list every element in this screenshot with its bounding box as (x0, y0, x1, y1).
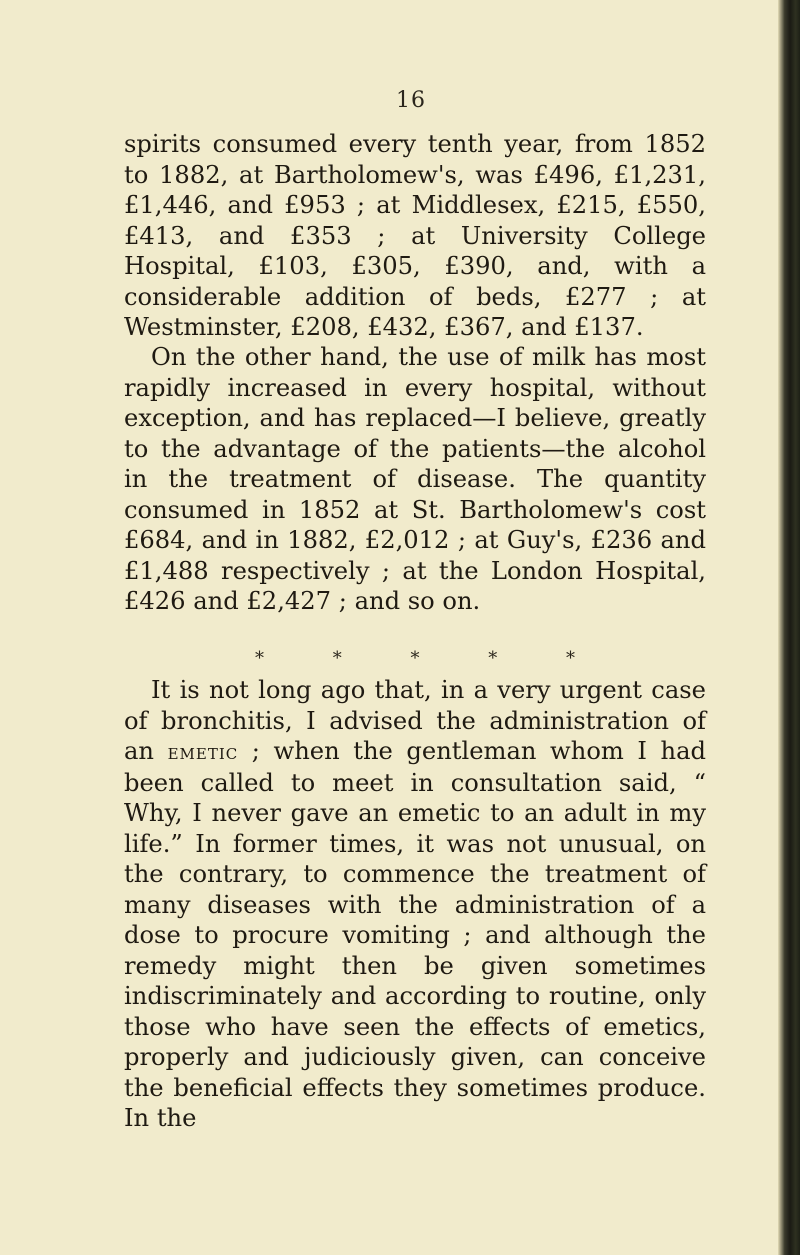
separator-star: * (488, 648, 498, 669)
separator-star: * (410, 648, 420, 669)
separator-star: * (566, 648, 575, 669)
paragraph-emetic-rest: ; when the gentleman whom I had been called to meet in consultation said, “ Why, I never gave an emetic to an adult in my life.” In former times, it was not unusual, on the contrary, to commence the treatment of many diseases with the administration of a dose to procure vomiting ; and although the remedy might then be given sometimes indiscriminately and according to routine, only those who have seen the effects of emetics, properly and judiciously given, can conceive the beneficial effects they sometimes produce. In the (124, 737, 706, 1132)
section-separator (255, 648, 575, 669)
paragraph-emetic (124, 675, 706, 1134)
paragraph-spirits-costs: spirits consumed every tenth year, from 1852 to 1882, at Bartholomew's, was £496, £1,231, £1,446, and £953 ; at Middlesex, £215, £550, £413, and £353 ; at University College Hospital, £103, £305, £390, and, with a considerable addition of beds, £277 ; at Westminster, £208, £432, £367, and £137. (124, 130, 706, 341)
paragraph-milk-usage: On the other hand, the use of milk has most rapidly increased in every hospital, without exception, and has replaced—I believe, greatly to the advantage of the patients—the alcohol in the treatment of disease. The quantity consumed in 1852 at St. Bartholomew's cost £684, and in 1882, £2,012 ; at Guy's, £236 and £1,488 respectively ; at the London Hospital, £426 and £2,427 ; and so on. (124, 343, 706, 615)
page-number: 16 (396, 88, 426, 113)
separator-star: * (255, 648, 264, 669)
page-binding-edge (778, 0, 800, 1255)
paragraph-emetic-start: It is not long ago that, in a very urgent case of bronchitis, I advised the administration of an (124, 676, 706, 765)
emetic-term: emetic (167, 740, 239, 764)
separator-star: * (332, 648, 342, 669)
